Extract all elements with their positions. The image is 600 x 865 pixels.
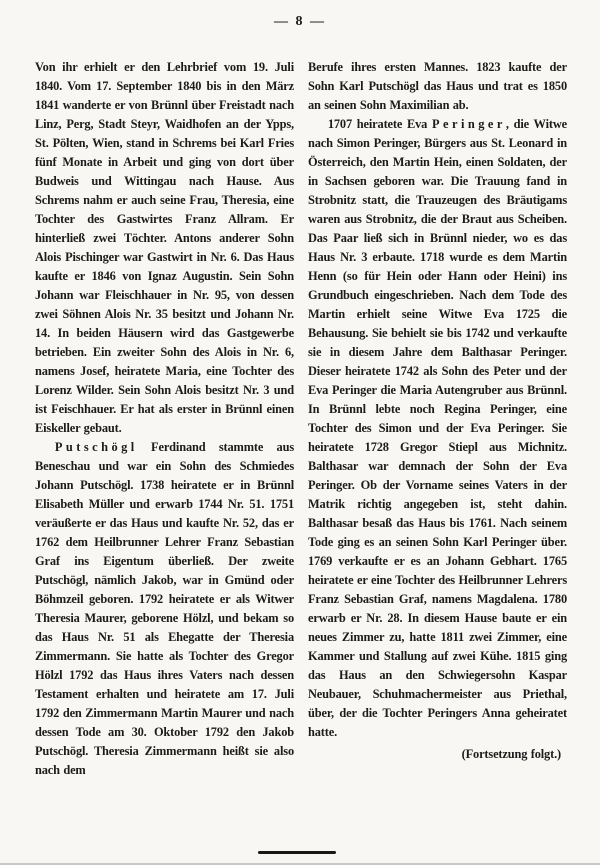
text-run: (Fortsetzung folgt.) bbox=[461, 747, 561, 761]
text-run: Berufe ihres ersten Mannes. 1823 kaufte der Sohn Karl Putschögl das Haus und trat es 1850 an seinen Sohn Maximilian ab. bbox=[308, 60, 567, 112]
text-run: , die Witwe nach Simon Peringer, Bürgers aus St. Leonard in Österreich, den Martin Hein, einen Soldaten, der in Sachsen geboren war. Die Trauung fand in Strobnitz statt, die Trauzeugen des Bräutigams waren aus Strobnitz, die der Braut aus Scheiben. Das Paar ließ sich in Brünnl nieder, wo es das Haus Nr. 3 erbaute. 1718 wurde es dem Martin Henn (so für Hein oder Hann oder Heini) ins Grundbuch eingeschrieben. Nach dem Tode des Martin erhielt seine Witwe Eva 1725 die Behausung. Sie behielt sie bis 1742 und verkaufte sie in diesem Jahre dem Balthasar Peringer. Dieser heiratete 1742 als Sohn des Peter und der Eva Peringer die Maria Autengruber aus Brünnl. In Brünnl lebte noch Regina Peringer, eine Tochter des Simon und der Eva Peringer. Sie heiratete 1728 Gregor Stiepl aus Michnitz. Balthasar war demnach der Sohn der Eva Peringer. Ob der Vorname seines Vaters in der Matrik richtig angegeben ist, steht dahin. Balthasar besaß das Haus bis 1761. Nach seinem Tode ging es an seinen Sohn Karl Peringer über. 1769 verkaufte er es an Johann Gebhart. 1765 heiratete er eine Tochter des Heilbrunner Lehrers Franz Sebastian Graf, namens Magdalena. 1780 erwarb er Nr. 28. In diesem Hause baute er ein neues Zimmer zu, hatte 1811 zwei Zimmer, eine Kammer und Stallung auf zwei Kühe. 1815 ging das Haus an den Schwiegersohn Kaspar Neubauer, Schuhmachermeister aus Priethal, über, der die Tochter Peringers Anna geheiratet hatte. bbox=[308, 117, 567, 739]
paragraph bbox=[308, 115, 567, 742]
paragraph bbox=[308, 58, 567, 115]
text-columns bbox=[35, 58, 567, 780]
text-run: 1707 heiratete Eva bbox=[327, 117, 432, 131]
left-column bbox=[35, 58, 294, 780]
letterspaced-name: Putschögl bbox=[54, 440, 138, 454]
right-column bbox=[308, 58, 567, 780]
letterspaced-name: Peringer bbox=[432, 117, 506, 131]
paragraph bbox=[308, 745, 567, 764]
paragraph bbox=[35, 438, 294, 780]
section-end-rule bbox=[258, 851, 336, 854]
paragraph bbox=[35, 58, 294, 438]
page-number: — 8 — bbox=[274, 14, 326, 29]
text-run: Ferdinand stammte aus Beneschau und war ein Sohn des Schmiedes Johann Putschögl. 1738 heiratete er in Brünnl Elisabeth Müller und erwarb 1744 Nr. 51. 1751 veräußerte er das Haus und kaufte Nr. 52, das er 1762 dem Heilbrunner Lehrer Franz Sebastian Graf ins Eigentum überließ. Der zweite Putschögl, nämlich Jakob, war in Gmünd oder Böhmzeil geboren. 1792 heiratete er als Witwer Theresia Maurer, geborene Hölzl, und bekam so das Haus Nr. 51 als Ehegatte der Theresia Zimmermann. Sie hatte als Tochter des Gregor Hölzl 1792 das Haus ihres Vaters nach dessen Testament erhalten und heiratete am 17. Juli 1792 den Zimmermann Martin Maurer und nach dessen Tode am 30. Oktober 1792 den Jakob Putschögl. Theresia Zimmermann heißt sie also nach dem bbox=[35, 440, 294, 777]
text-run: Von ihr erhielt er den Lehrbrief vom 19. Juli 1840. Vom 17. September 1840 bis in den März 1841 wanderte er von Brünnl über Freistadt nach Linz, Perg, Stadt Steyr, Waidhofen an der Ypps, St. Pölten, Wien, stand in Schrems bei Karl Fries fünf Monate in Arbeit und ging von dort über Budweis und Wittingau nach Hause. Aus Schrems nahm er auch seine Frau, Theresia, eine Tochter des Gastwirtes Franz Allram. Er hinterließ zwei Töchter. Antons anderer Sohn Alois Pischinger war Gastwirt in Nr. 6. Das Haus kaufte er 1846 von Ignaz Augustin. Sein Sohn Johann war Fleischhauer in Nr. 95, von dessen zwei Söhnen Alois Nr. 35 besitzt und Johann Nr. 14. In beiden Häusern wird das Gastgewerbe betrieben. Ein zweiter Sohn des Alois in Nr. 6, namens Josef, heiratete Maria, eine Tochter des Lorenz Wilder. Sein Sohn Alois besitzt Nr. 3 und ist Feischhauer. Er hat als erster in Brünnl einen Eiskeller gebaut. bbox=[35, 60, 294, 435]
